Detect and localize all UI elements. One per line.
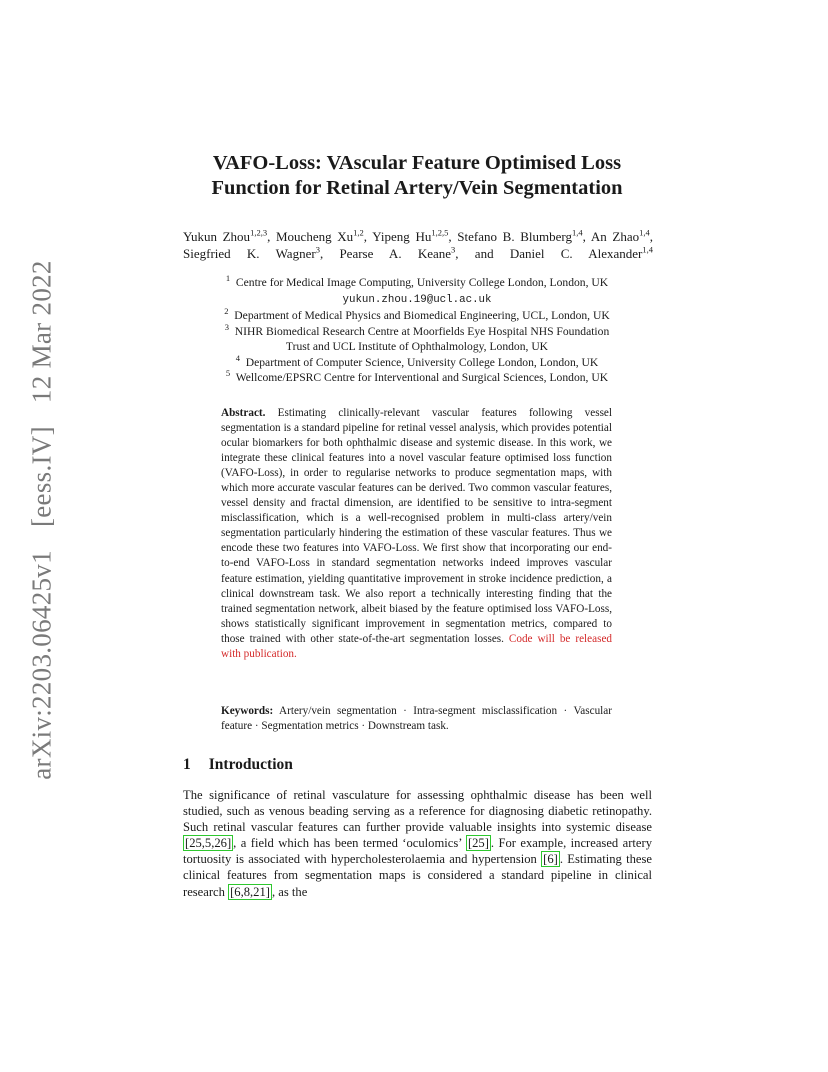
author-affiliation-marks: 3 bbox=[451, 244, 456, 255]
arxiv-date: 12 Mar 2022 bbox=[26, 260, 57, 404]
keywords-label: Keywords: bbox=[221, 705, 274, 717]
affiliation-item: $^5$ Wellcome/EPSRC Centre for Interventional and Surgical Sciences, London, UK bbox=[225, 368, 609, 384]
affiliation-item: $^2$ Department of Medical Physics and Biomedical Engineering, UCL, London, UK bbox=[224, 306, 610, 322]
citation-link[interactable]: [25,5,26] bbox=[185, 836, 232, 851]
arxiv-category: [eess.IV] bbox=[26, 426, 57, 528]
section-number: 1 bbox=[183, 756, 191, 773]
corresponding-email[interactable]: yukun.zhou.19@ucl.ac.uk bbox=[342, 293, 492, 306]
introduction-paragraph: The significance of retinal vasculature for assessing ophthalmic disease has been well studied, such as venous beading serving as a reference for diagnosing diabetic retinopathy. Such retinal vascular features can further provide valuable insights into systemic disease [25,5,26] , a field which has been termed ‘oculomics’ [25] . For example, increased artery tortuosity is associated with hypercholesterolaemia and hypertension [6] . Estimating these clinical features from segmentation maps is considered a standard pipeline in clinical research [6,8,21] , as the bbox=[183, 788, 652, 899]
author-affiliation-marks: 1,4 bbox=[642, 244, 653, 255]
citation-link[interactable]: [6,8,21] bbox=[230, 884, 270, 899]
author-name: Pearse A. Keane bbox=[339, 246, 452, 261]
author-name: Yukun Zhou bbox=[183, 229, 251, 244]
arxiv-identifier-stamp bbox=[27, 252, 58, 787]
author-name: Moucheng Xu bbox=[275, 229, 354, 244]
affiliation-list bbox=[150, 275, 684, 386]
abstract-label: Abstract. bbox=[221, 407, 266, 419]
author-name: An Zhao bbox=[590, 229, 640, 244]
author-line-1: Yukun Zhou$^{1,2,3}$, Moucheng Xu$^{1,2}$, Yipeng Hu$^{1,2,5}$, Stefano B. Blumberg$^{1,4}$, An Zhao$^{1,4}$, Siegfried K. Wagner$^3$, Pearse A. Keane$^3$, and Daniel C. Alexander$^{1,4}$ bbox=[183, 227, 653, 261]
affiliation-item: $^4$ Department of Computer Science, University College London, London, UK bbox=[235, 352, 599, 369]
keywords bbox=[221, 704, 612, 734]
author-name: Yipeng Hu bbox=[372, 229, 432, 244]
section-heading bbox=[183, 756, 311, 774]
author-affiliation-marks: 1,2,3 bbox=[250, 227, 268, 238]
author-affiliation-marks: 1,2 bbox=[353, 227, 364, 238]
affiliation-item-continued: Trust and UCL Institute of Ophthalmology, London, UK bbox=[285, 340, 549, 353]
paper-title bbox=[150, 151, 684, 201]
title-line-1: VAFO-Loss: VAscular Feature Optimised Loss bbox=[212, 152, 622, 174]
author-list bbox=[183, 228, 653, 262]
arxiv-id[interactable]: arXiv:2203.06425v1 bbox=[26, 550, 57, 780]
author-name: Daniel C. Alexander bbox=[509, 246, 643, 261]
abstract-text: Estimating clinically-relevant vascular features following vessel segmentation is a standard pipeline for retinal vessel analysis, which provides potential ocular biomarkers for both ophthalmic disease and systemic disease. In this work, we integrate these clinical features into a novel vascular feature optimised loss function (VAFO-Loss), in order to regularise networks to produce segmentation maps, with which more accurate vascular features can be derived. Two common vascular features, vessel density and fractal dimension, are identified to be sensitive to intra-segment misclassification, which is a well-recognised problem in multi-class artery/vein segmentation particularly hindering the estimation of these vascular features. Thus we encode these two features into VAFO-Loss. We first show that incorporating our end-to-end VAFO-Loss in standard segmentation networks indeed improves vascular feature estimation, yielding quantitative improvement in stroke incidence prediction, a clinical downstream task. We also report a technically interesting finding that the trained segmentation network, albeit biased by the feature optimised loss VAFO-Loss, shows statistically significant improvement in segmentation metrics, compared to those trained with other state-of-the-art segmentation losses. bbox=[221, 407, 613, 645]
author-affiliation-marks: 1,4 bbox=[639, 227, 650, 238]
title-line-2: Function for Retinal Artery/Vein Segmentation bbox=[211, 177, 623, 199]
author-affiliation-marks: 3 bbox=[315, 244, 320, 255]
section-title: Introduction bbox=[208, 756, 293, 773]
abstract bbox=[221, 406, 612, 662]
citation-link[interactable]: [25] bbox=[467, 836, 489, 851]
keywords-text: Artery/vein segmentation · Intra-segment misclassification · Vascular feature · Segmentation metrics · Downstream task. bbox=[221, 705, 612, 733]
affiliation-item: $^3$ NIHR Biomedical Research Centre at Moorfields Eye Hospital NHS Foundation bbox=[224, 321, 610, 338]
affiliation-item: $^1$ Centre for Medical Image Computing, University College London, London, UK bbox=[225, 273, 609, 289]
code-release-note[interactable]: Code will be released with publication. bbox=[221, 632, 612, 660]
author-name: Siegfried K. Wagner bbox=[183, 246, 316, 261]
author-affiliation-marks: 1,2,5 bbox=[431, 227, 449, 238]
author-affiliation-marks: 1,4 bbox=[572, 227, 583, 238]
author-name: Stefano B. Blumberg bbox=[457, 229, 573, 244]
citation-link[interactable]: [6] bbox=[543, 852, 558, 867]
